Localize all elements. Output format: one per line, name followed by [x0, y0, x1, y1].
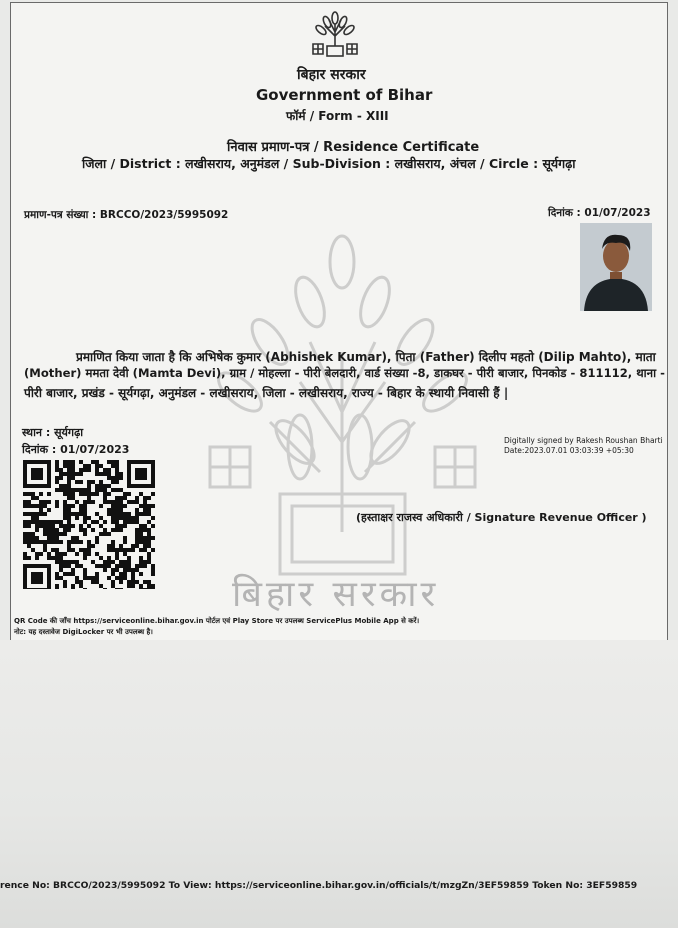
digital-signature-date: Date:2023.07.01 03:03:39 +05:30 — [504, 446, 634, 455]
reference-footer: rence No: BRCCO/2023/5995092 To View: https://serviceonline.bihar.gov.in/officials/t/mzgZn/3EF59859 Token No: 3EF59859 — [0, 880, 638, 891]
body-line-3: पीरी बाजार, प्रखंड - सूर्यगढ़ा, अनुमंडल - लखीसराय, जिला - लखीसराय, राज्य - बिहार के स्थायी निवासी हैं | — [24, 386, 509, 400]
applicant-photo — [580, 223, 652, 311]
place: स्थान : सूर्यगढ़ा — [22, 426, 84, 439]
state-hindi-heading: बिहार सरकार — [297, 67, 366, 83]
government-heading: Government of Bihar — [256, 86, 433, 104]
watermark-text: बिहार सरकार — [232, 574, 440, 615]
jurisdiction-line: जिला / District : लखीसराय, अनुमंडल / Sub-Division : लखीसराय, अंचल / Circle : सूर्यगढ़ा — [82, 156, 576, 171]
digital-signature-line: Digitally signed by Rakesh Roushan Bharti — [504, 436, 663, 445]
digilocker-note: नोट: यह दस्तावेज DigiLocker पर भी उपलब्ध है। — [14, 628, 153, 636]
certificate-title: निवास प्रमाण-पत्र / Residence Certificate — [227, 140, 480, 155]
body-line-1: प्रमाणित किया जाता है कि अभिषेक कुमार (Abhishek Kumar), पिता (Father) दिलीप महतो (Dilip Mahto), माता — [76, 350, 656, 364]
bodhi-tree-watermark — [200, 232, 485, 622]
issue-date: दिनांक : 01/07/2023 — [548, 207, 651, 219]
form-number: फॉर्म / Form - XIII — [286, 109, 389, 123]
signature-officer: (हस्ताक्षर राजस्व अधिकारी / Signature Revenue Officer ) — [356, 511, 647, 524]
qr-code[interactable] — [22, 459, 156, 589]
bihar-emblem-icon — [309, 10, 361, 60]
qr-verification-note: QR Code की जाँच https://serviceonline.bihar.gov.in पोर्टल एवं Play Store पर उपलब्ध ServicePlus Mobile App से करें। — [14, 617, 420, 625]
body-line-2: (Mother) ममता देवी (Mamta Devi), ग्राम / मोहल्ला - पीरी बेलदारी, वार्ड संख्या -8, डाकघर - पीरी बाजार, पिनकोड - 811112, थाना - — [24, 366, 665, 380]
place-date: दिनांक : 01/07/2023 — [22, 443, 130, 456]
certificate-number: प्रमाण-पत्र संख्या : BRCCO/2023/5995092 — [24, 209, 229, 221]
